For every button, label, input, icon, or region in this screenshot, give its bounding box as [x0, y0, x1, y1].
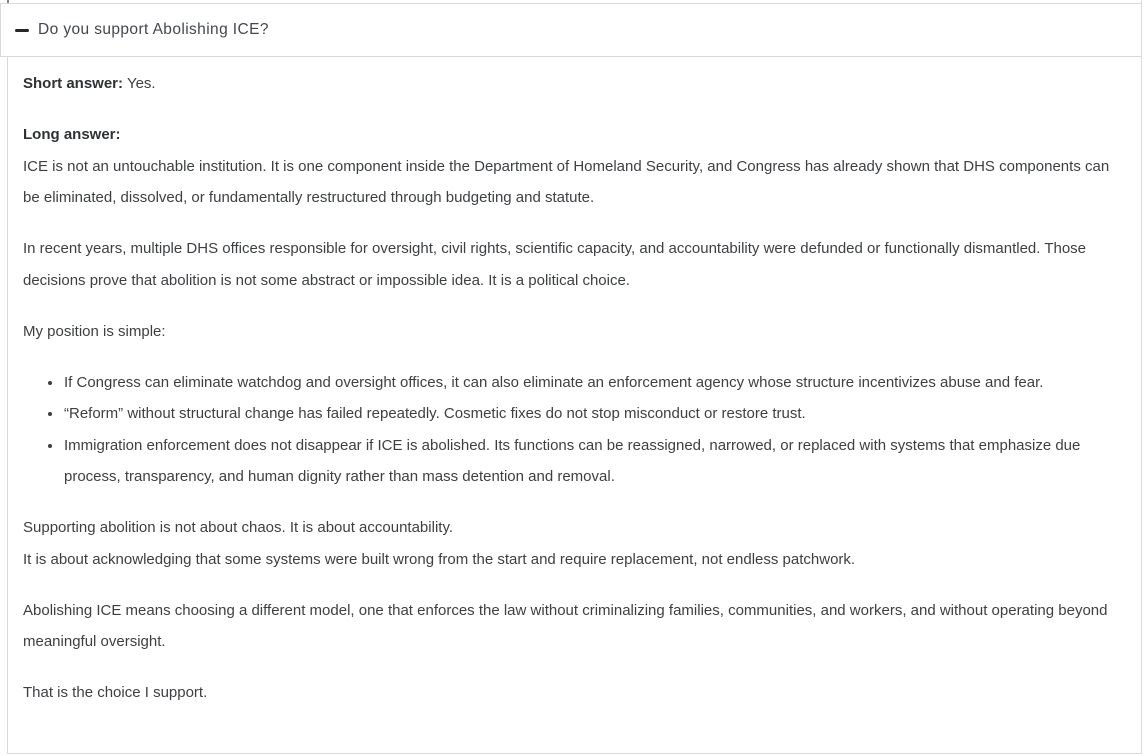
supporting-line-1: Supporting abolition is not about chaos. It is about accountability.	[23, 519, 453, 536]
short-answer-label: Short answer:	[23, 75, 124, 92]
collapse-minus-icon[interactable]	[15, 29, 29, 32]
long-answer-paragraph	[23, 119, 1124, 214]
position-intro-paragraph: My position is simple:	[23, 322, 166, 340]
short-answer-text: Yes.	[126, 75, 156, 92]
short-answer-paragraph	[23, 68, 1124, 100]
accordion-panel	[7, 57, 1142, 754]
list-item: • If Congress can eliminate watchdog and oversight offices, it can also eliminate an enforcement agency whose structure incentivizes abuse and fear.	[63, 367, 1124, 399]
list-item: • “Reform” without structural change has failed repeatedly. Cosmetic fixes do not stop misconduct or restore trust.	[63, 398, 1124, 430]
recent-years-paragraph: In recent years, multiple DHS offices responsible for oversight, civil rights, scientific capacity, and accountability were defunded or functionally dismantled. Those decisions prove that abolition is not some abstract or impossible idea. It is a political choice.	[23, 240, 1087, 289]
supporting-paragraph	[23, 512, 1124, 575]
long-answer-label: Long answer:	[23, 126, 121, 143]
accordion-question: Do you support Abolishing ICE?	[38, 21, 269, 38]
model-paragraph: Abolishing ICE means choosing a different model, one that enforces the law without criminalizing families, communities, and workers, and without operating beyond meaningful oversight.	[23, 601, 1108, 650]
list-item: • Immigration enforcement does not disappear if ICE is abolished. Its functions can be reassigned, narrowed, or replaced with systems that emphasize due process, transparency, and human dignity rather than mass detention and removal.	[63, 430, 1124, 493]
accordion-header[interactable]	[0, 3, 1142, 57]
supporting-line-2: It is about acknowledging that some systems were built wrong from the start and require replacement, not endless patchwork.	[23, 550, 856, 568]
closing-paragraph: That is the choice I support.	[23, 684, 208, 701]
position-bullet-list	[23, 367, 1124, 493]
long-answer-intro: ICE is not an untouchable institution. It is one component inside the Department of Homeland Security, and Congress has already shown that DHS components can be eliminated, dissolved, or fundamentally restructured through budgeting and statute.	[23, 157, 1110, 206]
